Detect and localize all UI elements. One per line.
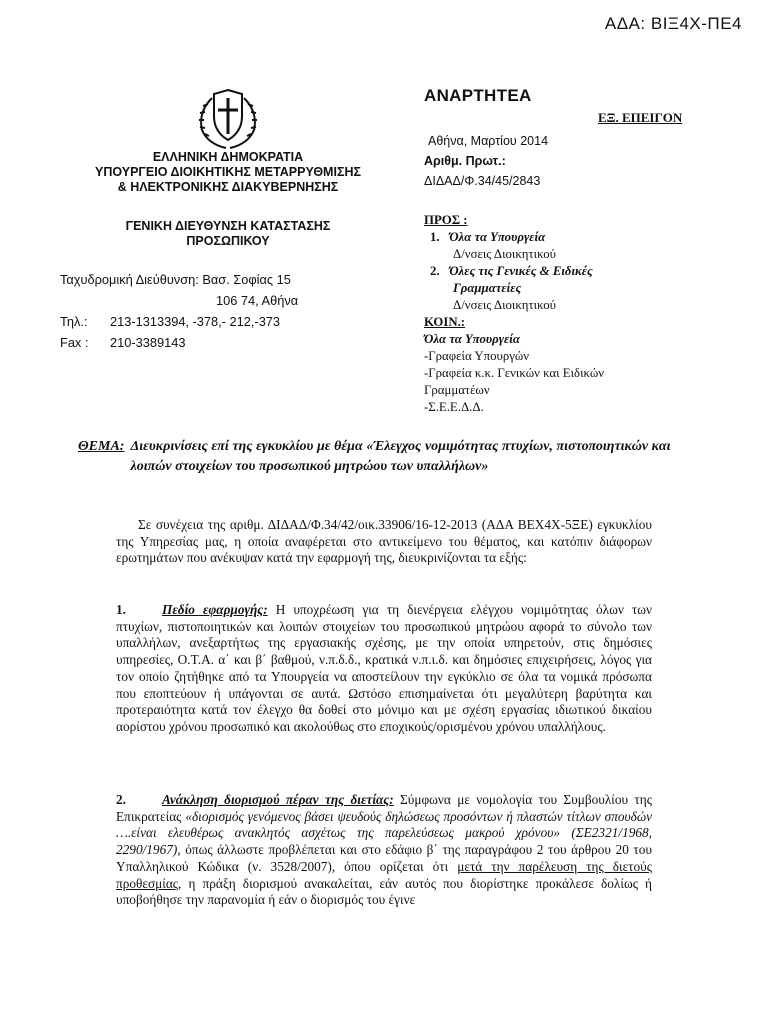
item-text: Η υποχρέωση για τη διενέργεια ελέγχου νομιμότητας όλων των πτυχίων, πιστοποιητικών και λοιπών στοιχείων του προσωπικού μητρώου αφορά το σύνολο των υπαλλήλων, ανεξαρτήτως της εργασιακής σχέσης, με την οποία υπηρετούν, στις δημόσιες υπηρεσίες, Ο.Τ.Α. α΄ και β΄ βαθμού, ν.π.δ.δ., κρατικά ν.π.ι.δ. και δημόσιες επιχειρήσεις, λόγος για τον οποίο ζητήθηκε από τα Υπουργεία να αποστείλουν την εγκύκλιο σε όλα τα νομικά πρόσωπα που εποπτεύουν ή υπάγονται σε αυτά. Ωστόσο επισημαίνεται ότι μεγαλύτερη βαρύτητα και προτεραιότητα κατά τον έλεγχο θα δοθεί στο μόνιμο και με σχέση εργασίας ιδιωτικού δικαίου αορίστου χρόνου προσωπικό και ακολούθως στο εποχικούς/ορισμένου χρόνου υπαλλήλους.: [116, 602, 652, 734]
subject: [78, 437, 678, 477]
ministry-header: [60, 150, 396, 195]
cc-3: -Γραφεία κ.κ. Γενικών και Ειδικών: [424, 366, 605, 380]
coat-of-arms-icon: [186, 86, 270, 152]
date: Αθήνα, Μαρτίου 2014: [428, 134, 549, 148]
ministry-name: ΥΠΟΥΡΓΕΙΟ ΔΙΟΙΚΗΤΙΚΗΣ ΜΕΤΑΡΡΥΘΜΙΣΗΣ: [95, 165, 361, 179]
recipient-1: Όλα τα Υπουργεία: [449, 230, 546, 244]
phone-value: 213-1313394, -378,- 212,-373: [110, 314, 281, 329]
country-name: ΕΛΛΗΝΙΚΗ ΔΗΜΟΚΡΑΤΙΑ: [152, 150, 304, 164]
protocol-label: Αριθμ. Πρωτ.:: [424, 154, 506, 168]
posting-label: ΑΝΑΡΤΗΤΕΑ: [424, 86, 532, 105]
recipient-2: Όλες τις Γενικές & Ειδικές: [449, 264, 593, 278]
item-2: [116, 792, 652, 909]
item-number: 2.: [116, 792, 126, 807]
recipient-number: 1.: [430, 230, 440, 244]
department-header: [60, 219, 396, 249]
item-1: [116, 602, 652, 736]
postal-address: Ταχυδρομική Διεύθυνση: Βασ. Σοφίας 15: [60, 272, 291, 287]
item-number: 1.: [116, 602, 126, 617]
recipient-2-cont: Γραμματείες: [453, 281, 522, 295]
subject-text: Διευκρινίσεις επί της εγκυκλίου με θέμα «Έλεγχος νομιμότητας πτυχίων, πιστοποιητικών και λοιπών στοιχείων του προσωπικού μητρώου των υπαλλήλων»: [130, 439, 671, 474]
phone-row: [60, 311, 400, 332]
item-text: Σύμφωνα με νομολογία του Συμβουλίου της Επικρατείας: [116, 792, 652, 824]
cc-3-cont: Γραμματέων: [424, 383, 490, 397]
item-text-end: η πράξη διορισμού ανακαλείται, εάν αυτός που διορίστηκε προκάλεσε δολίως ή υποβοήθησε την παρανομία ή εάν ο διορισμός του έγινε: [116, 875, 653, 908]
recipient-2-sub: Δ/νσεις Διοικητικού: [453, 298, 556, 312]
court-citation: «διορισμός γενόμενος βάσει ψευδούς δηλώσεως προσόντων ή πλαστών τίτλων σπουδών ….είναι ελευθέρως ανακλητός ασχέτως της παρελεύσεως μακρού χρόνου» (ΣΕ2321/1968, 2290/1967),: [116, 808, 653, 858]
item-heading: Ανάκληση διορισμού πέραν της διετίας:: [162, 792, 394, 807]
recipient-1-sub: Δ/νσεις Διοικητικού: [453, 247, 556, 261]
ada-code: ΑΔΑ: ΒΙΞ4Χ-ΠΕ4: [604, 14, 742, 33]
to-label: ΠΡΟΣ :: [424, 213, 468, 227]
fax-row: [60, 332, 400, 353]
item-heading: Πεδίο εφαρμογής:: [162, 602, 268, 617]
cc-4: -Σ.Ε.Ε.Δ.Δ.: [424, 400, 484, 414]
item-text-cont: όπως άλλωστε προβλέπεται και στο εδάφιο β΄ της παραγράφου 2 του άρθρου 20 του Υπαλληλικού Κώδικα (ν. 3528/2007), όπου ορίζεται ότι: [116, 842, 653, 874]
fax-label: Fax :: [60, 335, 89, 350]
underlined-phrase: μετά την παρέλευση της διετούς προθεσμίας,: [116, 858, 653, 891]
subject-label: ΘΕΜΑ:: [78, 439, 125, 454]
recipient-number: 2.: [430, 264, 440, 278]
department-name-cont: ΠΡΟΣΩΠΙΚΟΥ: [186, 234, 270, 248]
ministry-name-cont: & ΗΛΕΚΤΡΟΝΙΚΗΣ ΔΙΑΚΥΒΕΡΝΗΣΗΣ: [117, 180, 339, 194]
department-name: ΓΕΝΙΚΗ ΔΙΕΥΘΥΝΣΗ ΚΑΤΑΣΤΑΣΗΣ: [125, 219, 331, 233]
postal-code: 106 74, Αθήνα: [216, 293, 299, 308]
contact-block: [60, 269, 400, 353]
cc-1: Όλα τα Υπουργεία: [424, 332, 520, 346]
cc-2: -Γραφεία Υπουργών: [424, 349, 530, 363]
phone-label: Τηλ.:: [60, 314, 88, 329]
cc-label: ΚΟΙΝ.:: [424, 315, 466, 329]
protocol-block: [424, 131, 724, 191]
intro-paragraph: Σε συνέχεια της αριθμ. ΔΙΔΑΔ/Φ.34/42/οικ.33906/16-12-2013 (ΑΔΑ ΒΕΧ4Χ-5ΞΕ) εγκυκλίου της Υπηρεσίας μας, η οποία αναφέρεται στο αντικείμενο του θέματος, και κατόπιν διάφορων ερωτημάτων που ανέκυψαν κατά την εφαρμογή της, διευκρινίζονται τα εξής:: [116, 517, 652, 566]
recipients-block: [424, 212, 724, 416]
protocol-number: ΔΙΔΑΔ/Φ.34/45/2843: [424, 174, 541, 188]
fax-value: 210-3389143: [110, 335, 186, 350]
urgent-label: ΕΞ. ΕΠΕΙΓΟΝ: [598, 110, 683, 125]
